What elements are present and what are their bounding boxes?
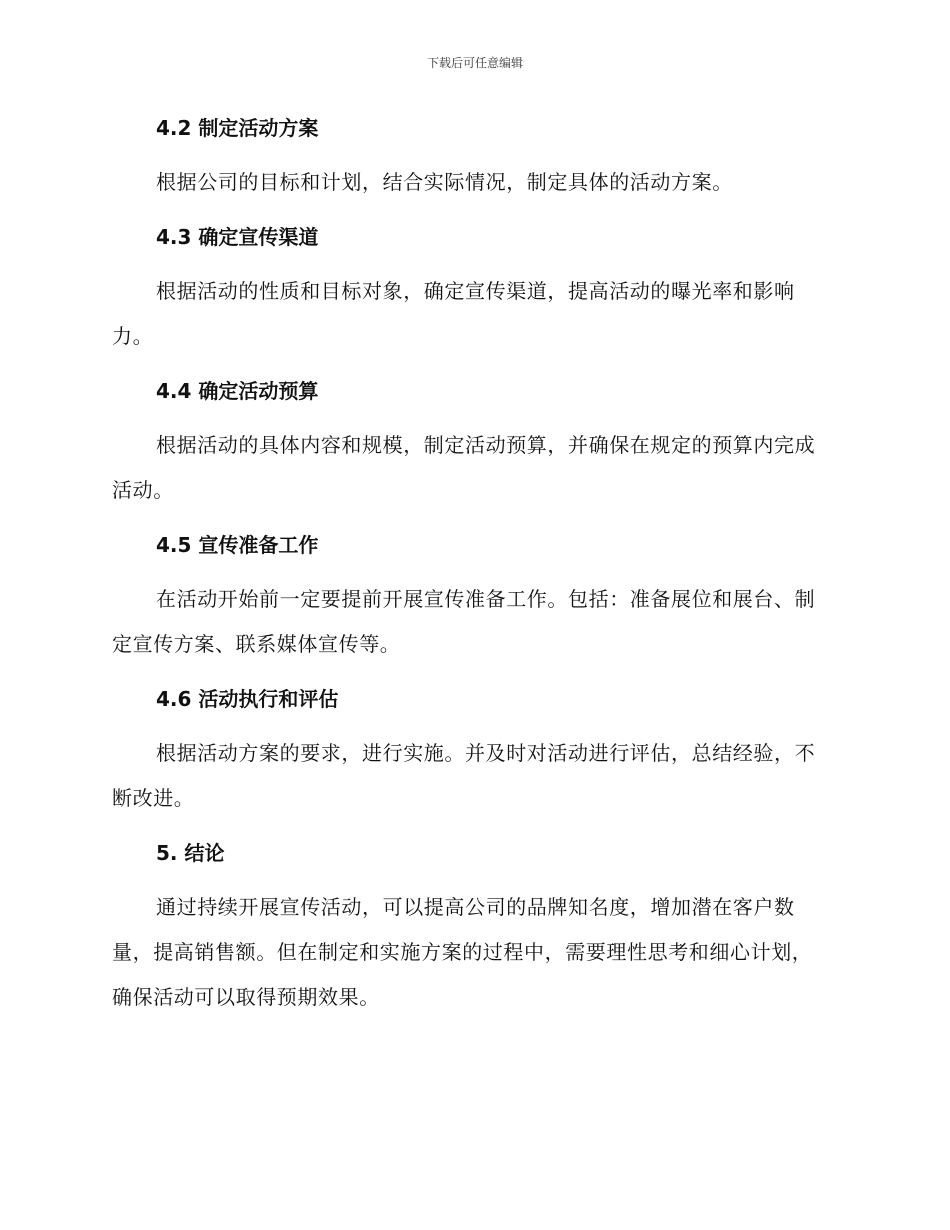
section-paragraph: 根据活动的具体内容和规模，制定活动预算，并确保在规定的预算内完成活动。 — [112, 433, 816, 502]
section-4-5 — [112, 527, 832, 681]
section-paragraph: 根据活动的性质和目标对象，确定宣传渠道，提高活动的曝光率和影响力。 — [112, 279, 795, 348]
section-5-conclusion — [112, 835, 832, 1020]
page-header: 下载后可任意编辑 — [426, 56, 523, 70]
section-heading: 4.2 制定活动方案 — [156, 116, 319, 140]
section-heading: 4.4 确定活动预算 — [156, 379, 319, 403]
section-heading: 4.6 活动执行和评估 — [156, 687, 339, 711]
section-paragraph: 根据公司的目标和计划，结合实际情况，制定具体的活动方案。 — [156, 170, 733, 194]
section-4-3 — [112, 219, 832, 373]
section-4-2 — [112, 110, 832, 219]
section-4-4 — [112, 373, 832, 527]
section-4-6 — [112, 681, 832, 835]
document-body — [112, 110, 832, 1020]
section-paragraph: 通过持续开展宣传活动，可以提高公司的品牌知名度，增加潜在客户数量，提高销售额。但在制定和实施方案的过程中，需要理性思考和细心计划，确保活动可以取得预期效果。 — [112, 895, 813, 1009]
section-heading: 4.3 确定宣传渠道 — [156, 225, 319, 249]
section-paragraph: 在活动开始前一定要提前开展宣传准备工作。包括：准备展位和展台、制定宣传方案、联系媒体宣传等。 — [112, 587, 816, 656]
section-heading: 5. 结论 — [156, 841, 225, 865]
section-paragraph: 根据活动方案的要求，进行实施。并及时对活动进行评估，总结经验，不断改进。 — [112, 741, 816, 810]
section-heading: 4.5 宣传准备工作 — [156, 533, 319, 557]
